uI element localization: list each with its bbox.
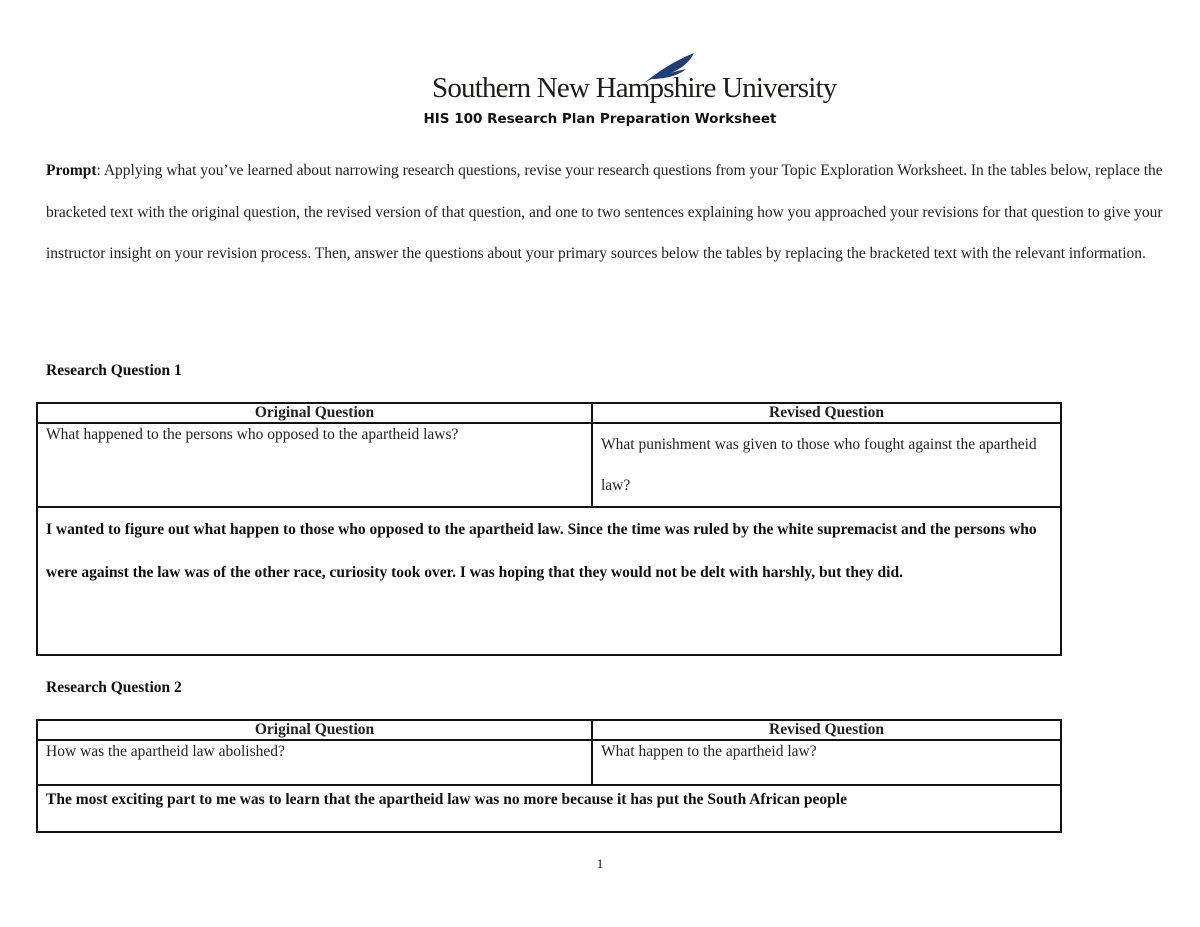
revision-explanation-cell[interactable]: I wanted to figure out what happen to those who opposed to the apartheid law. Since the time was ruled by the white supremacist and the persons who were against the law was of the other race, curiosity took over. I was hoping that they would not be delt with harshly, but they did. (37, 507, 1061, 655)
research-question-1-table (36, 402, 1062, 656)
original-question-cell[interactable]: How was the apartheid law abolished? (37, 740, 592, 785)
original-question-cell[interactable]: What happened to the persons who opposed to the apartheid laws? (37, 423, 592, 507)
document-title: HIS 100 Research Plan Preparation Worksheet (423, 111, 777, 127)
page-number: 1 (596, 856, 604, 871)
table-row (37, 740, 1061, 785)
prompt-text: : Applying what you’ve learned about narrowing research questions, revise your research questions from your Topic Exploration Worksheet. In the tables below, replace the bracketed text with the original question, the revised version of that question, and one to two sentences explaining how you approached your revisions for that question to give your instructor insight on your revision process. Then, answer the questions about your primary sources below the tables by replacing the bracketed text with the relevant information. (46, 162, 1163, 262)
research-question-2-table (36, 719, 1062, 833)
original-question-header: Original Question (37, 403, 592, 423)
table-header-row (37, 720, 1061, 740)
research-question-2-heading: Research Question 2 (46, 679, 182, 696)
university-logo (432, 52, 837, 108)
table-row (37, 423, 1061, 507)
revision-explanation-cell[interactable]: The most exciting part to me was to learn that the apartheid law was no more because it has put the South African people (37, 785, 1061, 832)
table-row (37, 507, 1061, 655)
prompt-paragraph (46, 150, 1166, 275)
revised-question-cell[interactable]: What punishment was given to those who fought against the apartheid law? (592, 423, 1061, 507)
research-question-1-heading: Research Question 1 (46, 362, 182, 379)
revised-question-cell[interactable]: What happen to the apartheid law? (592, 740, 1061, 785)
table-header-row (37, 403, 1061, 423)
prompt-label: Prompt (46, 162, 97, 179)
table-row (37, 785, 1061, 832)
revised-question-header: Revised Question (592, 720, 1061, 740)
logo-wordmark: Southern New Hampshire University (432, 72, 837, 104)
original-question-header: Original Question (37, 720, 592, 740)
revised-question-header: Revised Question (592, 403, 1061, 423)
